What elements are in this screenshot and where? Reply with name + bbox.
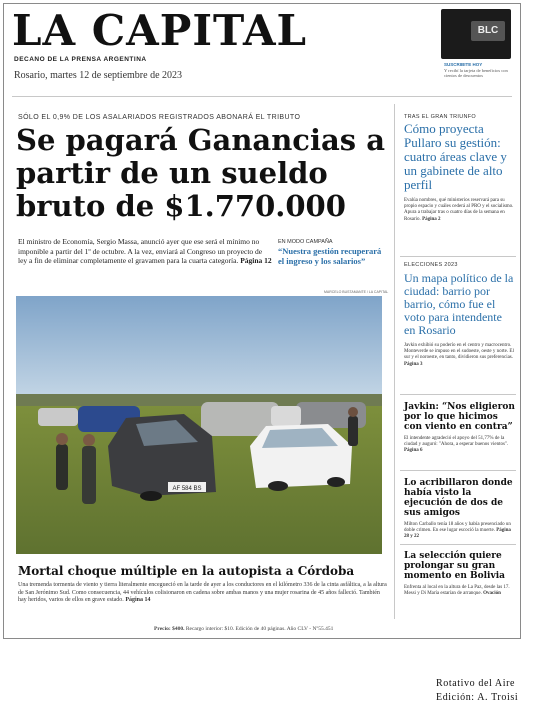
caption-line-2: Edición: A. Troisi <box>436 692 519 703</box>
right-story-mapa <box>404 262 516 368</box>
right-story-body <box>404 522 516 541</box>
photo-credit: MARCELO BUSTAMANTE / LA CAPITAL <box>324 290 389 294</box>
right-story-body <box>404 198 516 223</box>
right-story-page-ref: Página 28 y 22 <box>404 528 511 540</box>
right-story-seleccion <box>404 551 516 597</box>
masthead-title: LA CAPITAL <box>12 6 308 55</box>
caption-line-1: Rotativo del Aire <box>436 678 516 689</box>
footer-price-line <box>154 626 333 632</box>
right-divider <box>400 470 516 471</box>
main-story-lead <box>18 237 273 266</box>
right-story-headline: Javkin: “Nos eligieron por lo que hicimos con viento en contra” <box>404 402 515 432</box>
right-story-body <box>404 343 516 368</box>
ad-tag: SUSCRIBITE HOY <box>444 62 483 67</box>
right-story-page-ref: Página 2 <box>422 216 441 222</box>
right-story-crimen <box>404 478 516 541</box>
footer-price: Precio: $400. <box>154 626 185 632</box>
right-story-body-text: Milton Carballo tenía 18 años y había presenciado un doble crimen. En ese lugar escoció la muerte. <box>404 522 511 534</box>
right-story-headline: Cómo proyecta Pullaro su gestión: cuatro áreas clave y un gabinete de alto perfil <box>404 121 507 192</box>
photo-story-text: Una tremenda tormenta de viento y tierra literalmente encegueció en la tarde de ayer a los conductores en el kilómetro 336 de la cinta asfáltica, a la altura de San Jerónimo Sud. Como consecuencia, 44 vehículos colisionaron en cadena sobre ambas manos y una mujer rosarina de 45 años falleció. También hay heridos, varios de ellos en grave estado. <box>18 582 387 603</box>
right-story-kicker: TRAS EL GRAN TRIUNFO <box>404 114 477 120</box>
right-story-javkin <box>404 402 516 455</box>
main-story-kicker: SÓLO EL 0,9% DE LOS ASALARIADOS REGISTRADOS ABONARÁ EL TRIBUTO <box>18 114 301 121</box>
ad-card-image <box>441 9 511 59</box>
right-divider <box>400 394 516 395</box>
right-divider <box>400 544 516 545</box>
newspaper-front-page <box>3 3 521 639</box>
side-quote: “Nuestra gestión recuperará el ingreso y los salarios” <box>278 246 382 266</box>
photo-story-page-ref: Página 14 <box>125 597 151 603</box>
right-story-headline: Lo acribillaron donde había visto la ejecución de dos de sus amigos <box>404 478 513 518</box>
masthead-tagline: DECANO DE LA PRENSA ARGENTINA <box>14 56 147 63</box>
crash-photo <box>16 296 382 554</box>
column-divider <box>394 104 395 619</box>
right-story-body-text: El intendente agradeció el apoyo del 51,77% de la ciudad y auguró: "Ahora, a esperar buenos vientos". <box>404 436 509 448</box>
dateline: Rosario, martes 12 de septiembre de 2023 <box>14 70 183 81</box>
right-story-body <box>404 436 516 455</box>
right-divider <box>400 256 516 257</box>
right-story-body <box>404 585 516 597</box>
ad-card-logo: BLC <box>471 21 505 41</box>
main-story-lead-text: El ministro de Economía, Sergio Massa, anunció ayer que ese será el mínimo no imponible a partir del 1º de octubre. A la vez, enviará al Congreso un proyecto de ley a fin de eliminar completamente el gravamen para la cuarta categoría. <box>18 237 263 265</box>
main-story-page-ref: Página 12 <box>240 256 272 265</box>
main-headline: Se pagará Ganancias a partir de un sueldo bruto de $1.770.000 <box>16 123 385 223</box>
right-story-page-ref: Página 6 <box>404 448 423 454</box>
photo-story-body <box>18 582 388 605</box>
right-story-pullaro <box>404 114 516 223</box>
right-story-kicker: ELECCIONES 2023 <box>404 262 458 268</box>
right-story-body-text: Enfrenta al local en la altura de La Paz, desde las 17. Messi y Di María estarían de arranque. <box>404 585 510 597</box>
right-story-page-ref: Ovación <box>483 591 501 597</box>
masthead-divider <box>12 96 512 97</box>
right-story-headline: La selección quiere prolongar su gran momento en Bolivia <box>404 551 505 581</box>
caption <box>436 677 518 705</box>
license-plate: AF 584 BS <box>172 486 202 492</box>
right-story-body-text: Evalúa nombres, qué ministerios reservará para su propio espacio y cuáles cederá al PRO y el socialismo. Apura a trabajar tras o cuatro días de la semana en Rosario. <box>404 198 514 222</box>
footer-edition-info: Recargo interior: $10. Edición de 40 páginas. Año CLV - Nº55.451 <box>185 626 334 632</box>
right-story-headline: Un mapa político de la ciudad: barrio por barrio, cómo fue el voto para intendente en Rosario <box>404 271 514 337</box>
right-story-page-ref: Página 3 <box>404 361 423 367</box>
side-kicker: EN MODO CAMPAÑA <box>278 239 333 245</box>
ad-copy: Y recibí la tarjeta de beneficios con cientos de descuentos <box>444 68 508 78</box>
photo-story-headline: Mortal choque múltiple en la autopista a Córdoba <box>18 564 355 578</box>
crash-photo-illustration <box>16 296 382 554</box>
right-story-body-text: Javkin exhibió su poderío en el centro y macrocentro. Monteverde se impuso en el sudoeste, oeste y norte. El sur y el noroeste, en tanto, dividieron sus preferencias. <box>404 343 514 361</box>
